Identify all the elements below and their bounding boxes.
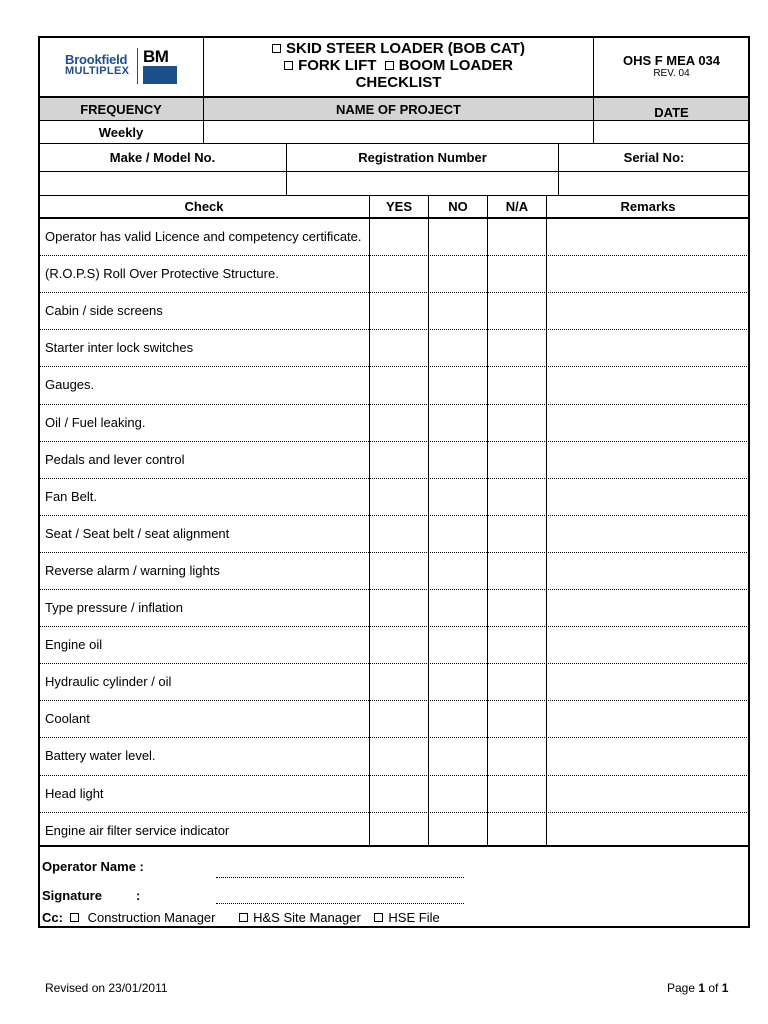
title-skid-steer: SKID STEER LOADER (BOB CAT) (286, 40, 525, 57)
cell-na[interactable] (488, 515, 546, 552)
check-item-label: Type pressure / inflation (45, 600, 184, 615)
cell-no[interactable] (429, 255, 487, 292)
cell-remarks[interactable] (547, 515, 749, 552)
cell-na[interactable] (488, 329, 546, 366)
cc-label: Cc: (42, 910, 63, 925)
operator-name-field[interactable] (216, 877, 464, 878)
cell-no[interactable] (429, 812, 487, 849)
make-model-label: Make / Model No. (109, 150, 216, 165)
cell-remarks[interactable] (547, 737, 749, 774)
cell-yes[interactable] (370, 329, 428, 366)
title-boom-loader: BOOM LOADER (398, 57, 513, 74)
date-label: DATE (654, 104, 689, 120)
page-of: of (705, 981, 722, 995)
doc-revision: REV. 04 (653, 68, 690, 79)
check-item-label: Fan Belt. (45, 488, 98, 504)
check-item-label: Starter inter lock switches (45, 340, 194, 356)
cell-yes[interactable] (370, 218, 428, 255)
cell-no[interactable] (429, 515, 487, 552)
cell-yes[interactable] (370, 589, 428, 626)
cell-remarks[interactable] (547, 700, 749, 737)
cell-na[interactable] (488, 589, 546, 626)
cell-no[interactable] (429, 626, 487, 663)
check-item-label: Head light (45, 785, 104, 801)
cell-remarks[interactable] (547, 775, 749, 812)
company-logo (64, 48, 180, 86)
cell-na[interactable] (488, 775, 546, 812)
cell-no[interactable] (429, 404, 487, 441)
cell-na[interactable] (488, 292, 546, 329)
doc-code: OHS F MEA 034 (622, 53, 721, 68)
cell-yes[interactable] (370, 775, 428, 812)
check-item-label: Battery water level. (45, 748, 156, 764)
col-header-check: Check (184, 199, 224, 214)
check-item-label: Pedals and lever control (45, 451, 185, 467)
cell-yes[interactable] (370, 441, 428, 478)
cell-yes[interactable] (370, 737, 428, 774)
cell-na[interactable] (488, 552, 546, 589)
project-label: NAME OF PROJECT (336, 101, 461, 117)
col-header-no: NO (448, 199, 468, 214)
cell-na[interactable] (488, 737, 546, 774)
logo-mark-bm: BM (143, 47, 169, 66)
cell-yes[interactable] (370, 626, 428, 663)
check-item-label: Reverse alarm / warning lights (45, 562, 220, 578)
cell-na[interactable] (488, 478, 546, 515)
logo-blue-block (143, 66, 177, 84)
cell-no[interactable] (429, 775, 487, 812)
cell-remarks[interactable] (547, 663, 749, 700)
operator-name-label: Operator Name : (42, 859, 144, 874)
check-item-label: Oil / Fuel leaking. (45, 414, 146, 430)
cell-remarks[interactable] (547, 478, 749, 515)
check-item-label: Seat / Seat belt / seat alignment (45, 525, 230, 541)
cell-remarks[interactable] (547, 292, 749, 329)
cell-no[interactable] (429, 218, 487, 255)
cc-hs-site-manager: H&S Site Manager (253, 910, 361, 925)
cell-yes[interactable] (370, 366, 428, 403)
cell-yes[interactable] (370, 812, 428, 849)
cell-no[interactable] (429, 663, 487, 700)
cell-na[interactable] (488, 218, 546, 255)
cell-yes[interactable] (370, 663, 428, 700)
revised-date: Revised on 23/01/2011 (45, 981, 168, 995)
checkbox-hs-site-manager[interactable] (239, 913, 248, 922)
cc-row (42, 910, 742, 927)
cell-na[interactable] (488, 812, 546, 849)
cell-na[interactable] (488, 700, 546, 737)
serial-label: Serial No: (623, 150, 685, 165)
page-total: 1 (721, 981, 729, 995)
check-item-label: Coolant (45, 711, 90, 727)
check-item-label: Operator has valid Licence and competency certificate. (45, 229, 362, 244)
checkbox-skid-steer[interactable] (272, 44, 281, 53)
cell-yes[interactable] (370, 700, 428, 737)
cell-yes[interactable] (370, 552, 428, 589)
cell-remarks[interactable] (547, 441, 749, 478)
page-current: 1 (698, 981, 706, 995)
cc-construction-manager: Construction Manager (87, 910, 216, 925)
logo-text-brookfield: Brookfield (65, 52, 128, 67)
cell-yes[interactable] (370, 478, 428, 515)
cell-na[interactable] (488, 404, 546, 441)
signature-colon: : (136, 888, 141, 903)
cell-no[interactable] (429, 329, 487, 366)
cell-na[interactable] (488, 663, 546, 700)
cell-remarks[interactable] (547, 626, 749, 663)
cell-remarks[interactable] (547, 812, 749, 849)
col-header-na: N/A (505, 199, 529, 214)
cell-remarks[interactable] (547, 218, 749, 255)
logo-text-multiplex: MULTIPLEX (65, 65, 130, 77)
make-model-field[interactable] (39, 172, 286, 195)
checkbox-hse-file[interactable] (374, 913, 383, 922)
title-checklist: CHECKLIST (355, 74, 442, 91)
cell-no[interactable] (429, 589, 487, 626)
project-name-field[interactable] (204, 121, 593, 143)
registration-label: Registration Number (358, 150, 487, 165)
frequency-value: Weekly (98, 124, 144, 140)
check-item-label: Cabin / side screens (45, 303, 163, 319)
cell-yes[interactable] (370, 404, 428, 441)
cell-no[interactable] (429, 441, 487, 478)
frequency-label: FREQUENCY (80, 101, 162, 117)
cell-remarks[interactable] (547, 589, 749, 626)
serial-field[interactable] (559, 172, 749, 195)
cell-yes[interactable] (370, 292, 428, 329)
cell-no[interactable] (429, 700, 487, 737)
logo-divider (137, 48, 138, 84)
registration-field[interactable] (287, 172, 558, 195)
col-header-yes: YES (385, 199, 412, 214)
page-prefix: Page (667, 981, 699, 995)
cell-remarks[interactable] (547, 552, 749, 589)
cell-yes[interactable] (370, 515, 428, 552)
checkbox-construction-manager[interactable] (70, 913, 79, 922)
col-header-remarks: Remarks (620, 199, 676, 214)
cell-no[interactable] (429, 292, 487, 329)
check-item-label: (R.O.P.S) Roll Over Protective Structure. (45, 266, 279, 282)
cell-remarks[interactable] (547, 255, 749, 292)
checkbox-fork-lift[interactable] (284, 61, 293, 70)
cell-no[interactable] (429, 552, 487, 589)
cell-no[interactable] (429, 478, 487, 515)
cell-na[interactable] (488, 626, 546, 663)
page-number (667, 981, 728, 995)
cell-no[interactable] (429, 737, 487, 774)
cell-remarks[interactable] (547, 329, 749, 366)
cell-na[interactable] (488, 441, 546, 478)
signature-field[interactable] (216, 903, 464, 904)
cell-na[interactable] (488, 255, 546, 292)
form-title (204, 40, 593, 91)
cell-remarks[interactable] (547, 366, 749, 403)
date-field[interactable] (594, 121, 749, 143)
check-item-label: Gauges. (45, 377, 95, 393)
check-item-label: Hydraulic cylinder / oil (45, 674, 172, 690)
check-item-label: Engine oil (45, 637, 103, 653)
signature-label: Signature (42, 888, 102, 903)
cell-yes[interactable] (370, 255, 428, 292)
check-item-label: Engine air filter service indicator (45, 822, 230, 838)
cell-no[interactable] (429, 366, 487, 403)
cc-hse-file: HSE File (388, 910, 440, 925)
title-fork-lift: FORK LIFT (298, 57, 377, 74)
cell-na[interactable] (488, 366, 546, 403)
cell-remarks[interactable] (547, 404, 749, 441)
checkbox-boom-loader[interactable] (385, 61, 394, 70)
